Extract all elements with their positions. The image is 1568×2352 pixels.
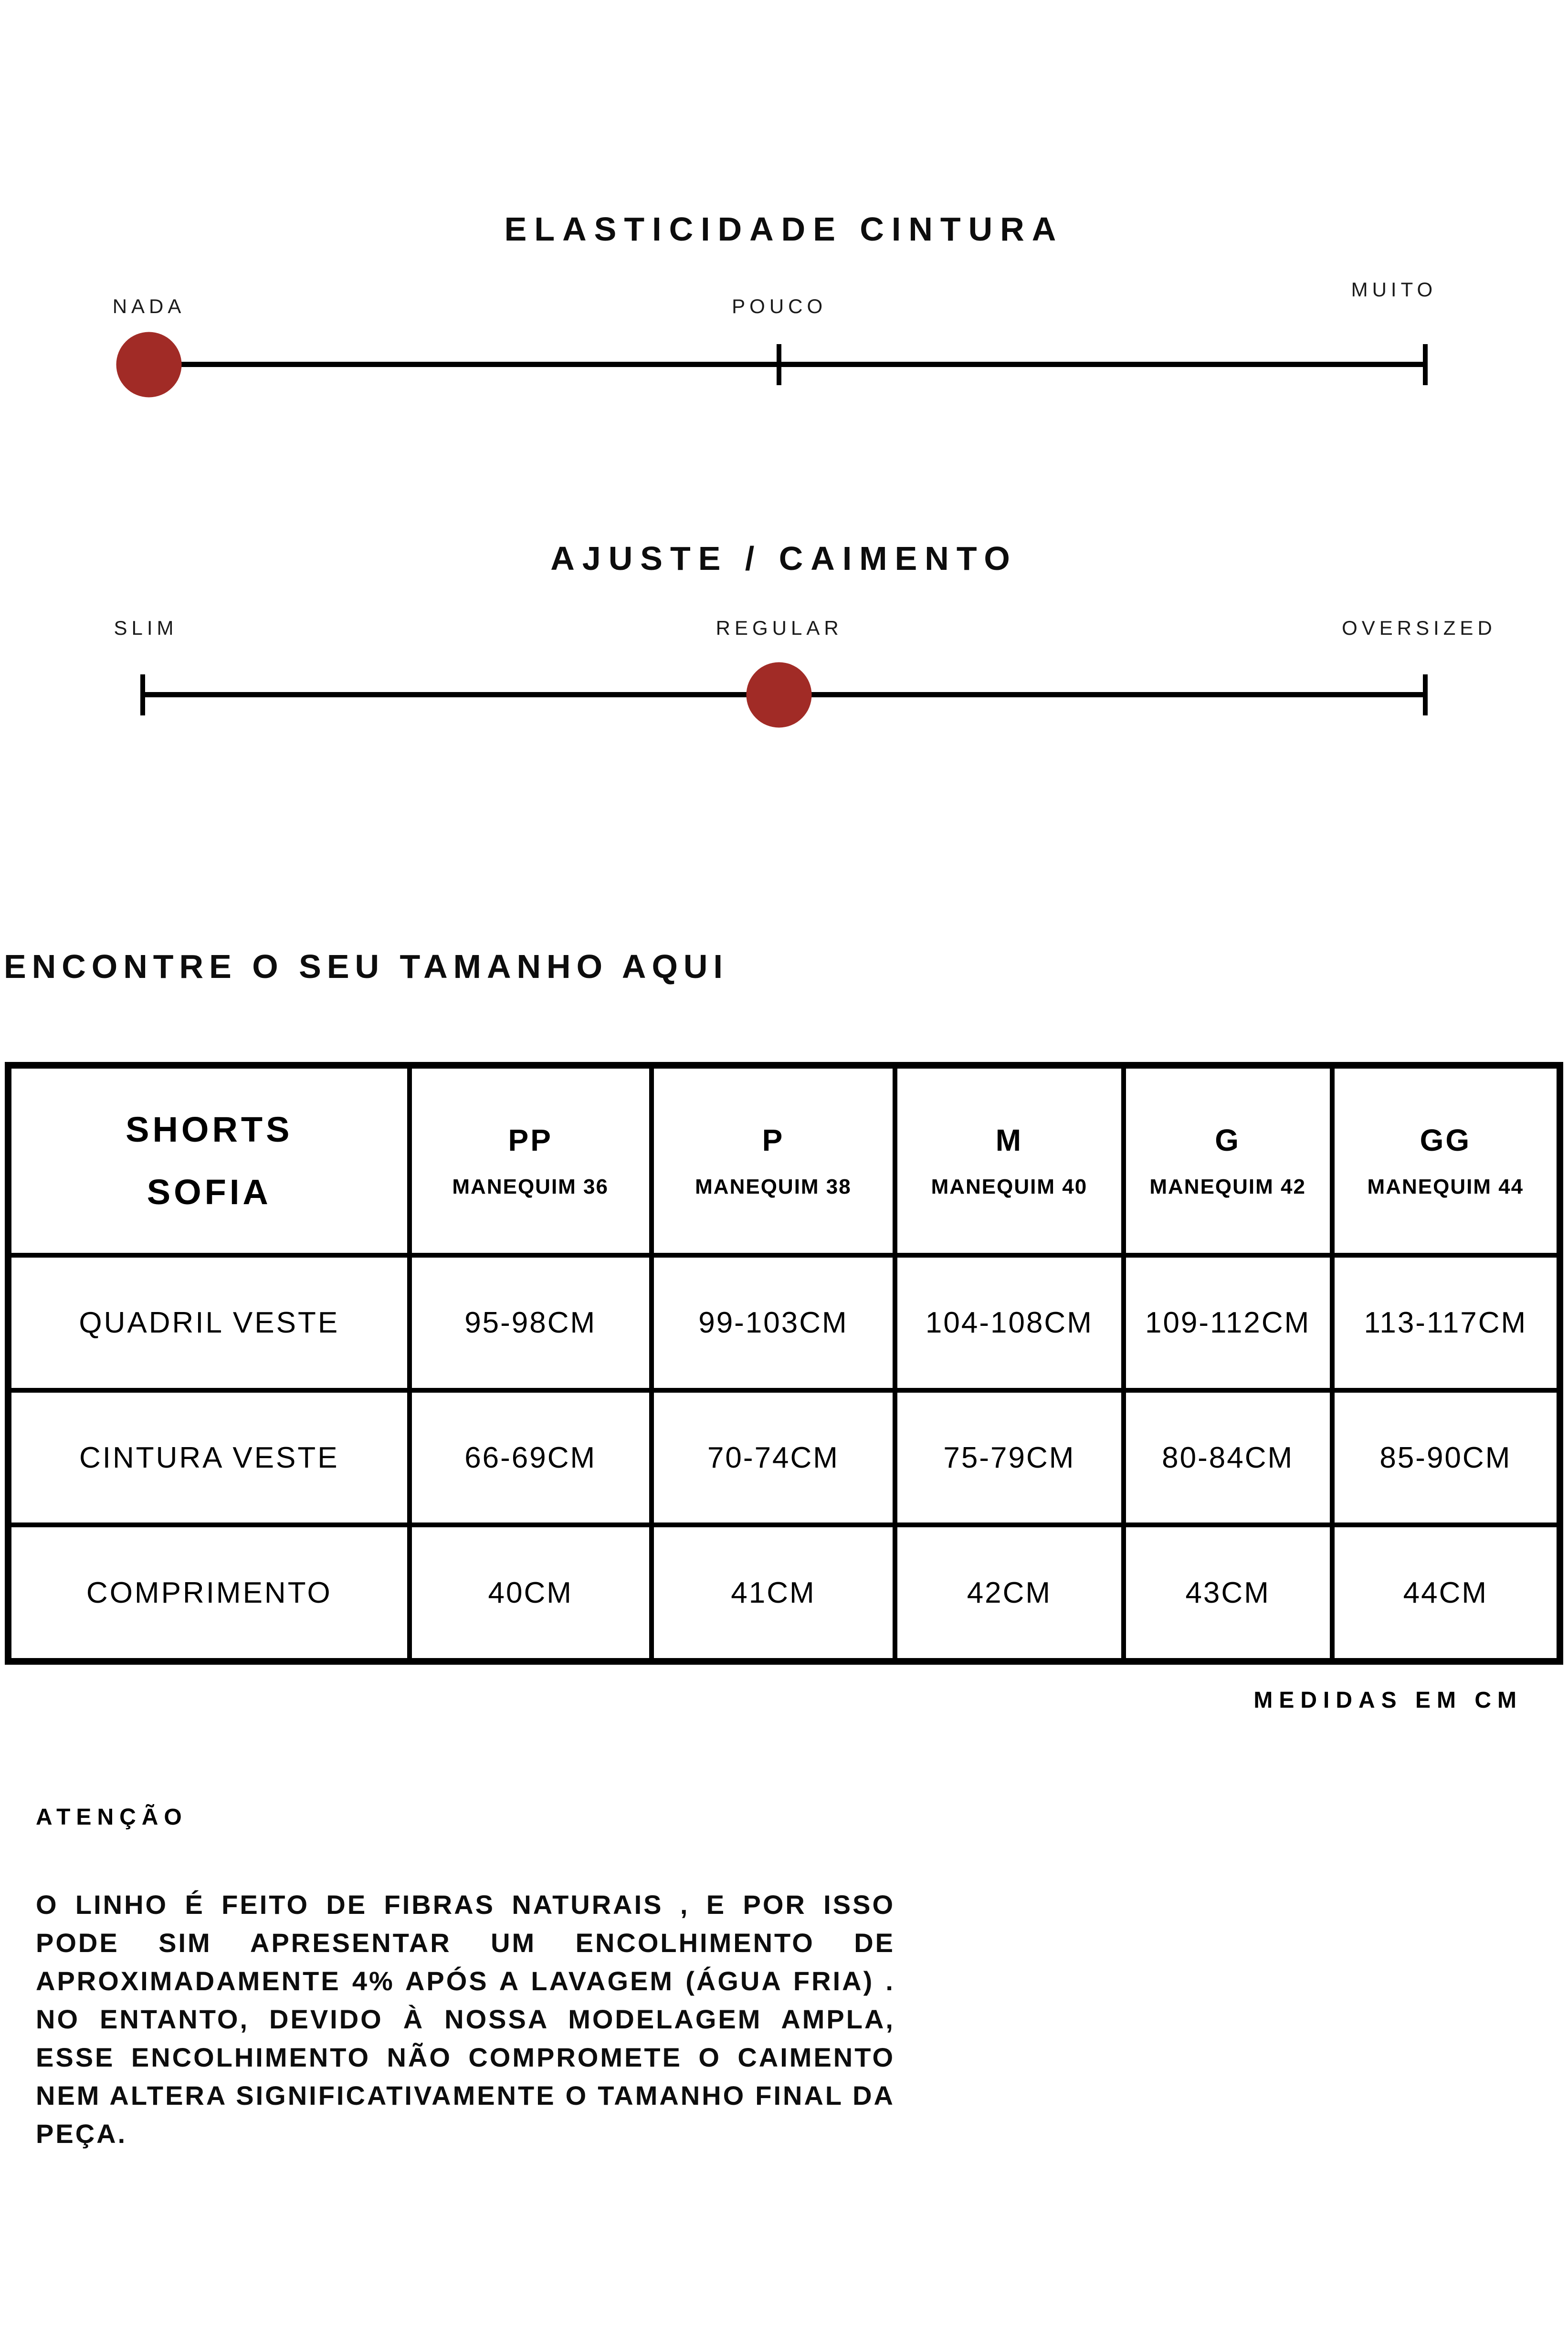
col-header-gg [1335,1069,1557,1253]
ajuste-label-slim: SLIM [114,617,178,639]
size-letter-p: P [762,1123,785,1157]
row-label-text: QUADRIL VESTE [79,1306,340,1339]
cell-quadril-pp [412,1258,649,1388]
cell-value: 104-108CM [925,1306,1093,1339]
cell-value: 109-112CM [1145,1306,1311,1339]
cell-value: 70-74CM [707,1441,839,1474]
row-label-text: CINTURA VESTE [79,1441,339,1474]
cell-value: 66-69CM [464,1441,597,1474]
cell-value: 95-98CM [464,1306,597,1339]
cell-value: 113-117CM [1364,1306,1527,1339]
slider-marker-dot-icon [116,332,182,397]
col-header-pp [412,1069,649,1253]
elasticidade-slider-track [143,362,1425,367]
mannequin-40: MANEQUIM 40 [931,1175,1088,1198]
cell-cintura-g [1126,1393,1330,1522]
cell-value: 43CM [1185,1576,1270,1609]
cell-quadril-gg [1335,1258,1557,1388]
cell-value: 41CM [731,1576,816,1609]
cell-cintura-pp [412,1393,649,1522]
cell-comprimento-m [897,1527,1121,1658]
size-letter-pp: PP [508,1123,553,1157]
ajuste-label-oversized: OVERSIZED [1342,617,1496,639]
size-letter-m: M [995,1123,1023,1157]
ajuste-caimento-title: AJUSTE / CAIMENTO [550,540,1018,577]
product-name-line-1: SHORTS [126,1109,293,1149]
row-label-cintura [11,1393,407,1522]
cell-cintura-p [654,1393,893,1522]
elasticidade-label-pouco: POUCO [732,295,827,317]
mannequin-36: MANEQUIM 36 [452,1175,609,1198]
mannequin-42: MANEQUIM 42 [1149,1175,1306,1198]
attention-heading: ATENÇÃO [36,1805,188,1830]
size-letter-g: G [1215,1123,1241,1157]
elasticidade-label-muito: MUITO [1351,278,1437,301]
attention-body-text: O LINHO É FEITO DE FIBRAS NATURAIS , E POR ISSO PODE SIM APRESENTAR UM ENCOLHIMENTO DE APROXIMADAMENTE 4% APÓS A LAVAGEM (ÁGUA FRIA) . NO ENTANTO, DEVIDO À NOSSA MODELAGEM AMPLA, ESSE ENCOLHIMENTO NÃO COMPROMETE O CAIMENTO NEM ALTERA SIGNIFICATIVAMENTE O TAMANHO FINAL DA PEÇA. [36,1890,895,2149]
row-label-quadril [11,1258,407,1388]
cell-quadril-g [1126,1258,1330,1388]
size-table [5,1062,1563,1665]
mannequin-44: MANEQUIM 44 [1367,1175,1524,1198]
col-header-p [654,1069,893,1253]
slider-marker-dot-icon [746,662,811,727]
cell-cintura-m [897,1393,1121,1522]
cell-quadril-m [897,1258,1121,1388]
cell-comprimento-g [1126,1527,1330,1658]
cell-value: 40CM [488,1576,573,1609]
table-header-product [11,1069,407,1253]
cell-value: 75-79CM [943,1441,1075,1474]
cell-value: 85-90CM [1379,1441,1512,1474]
row-label-text: COMPRIMENTO [86,1576,332,1609]
cell-comprimento-p [654,1527,893,1658]
row-label-comprimento [11,1527,407,1658]
measurements-unit-note: MEDIDAS EM CM [1253,1688,1523,1713]
cell-comprimento-pp [412,1527,649,1658]
slider-tick-right-icon [1423,344,1428,385]
cell-value: 44CM [1403,1576,1488,1609]
col-header-g [1126,1069,1330,1253]
ajuste-label-regular: REGULAR [716,617,843,639]
elasticidade-label-nada: NADA [112,295,186,317]
cell-comprimento-gg [1335,1527,1557,1658]
cell-value: 99-103CM [698,1306,848,1339]
cell-value: 42CM [967,1576,1052,1609]
cell-value: 80-84CM [1162,1441,1294,1474]
slider-tick-left-icon [140,674,145,715]
cell-quadril-p [654,1258,893,1388]
mannequin-38: MANEQUIM 38 [695,1175,852,1198]
elasticidade-cintura-title: ELASTICIDADE CINTURA [504,210,1064,248]
col-header-m [897,1069,1121,1253]
cell-cintura-gg [1335,1393,1557,1522]
slider-tick-right-icon [1423,674,1428,715]
find-your-size-heading: ENCONTRE O SEU TAMANHO AQUI [4,948,728,985]
size-letter-gg: GG [1420,1123,1472,1157]
ajuste-slider-track [143,692,1425,697]
slider-tick-center-icon [777,344,781,385]
product-name-line-2: SOFIA [147,1172,272,1212]
